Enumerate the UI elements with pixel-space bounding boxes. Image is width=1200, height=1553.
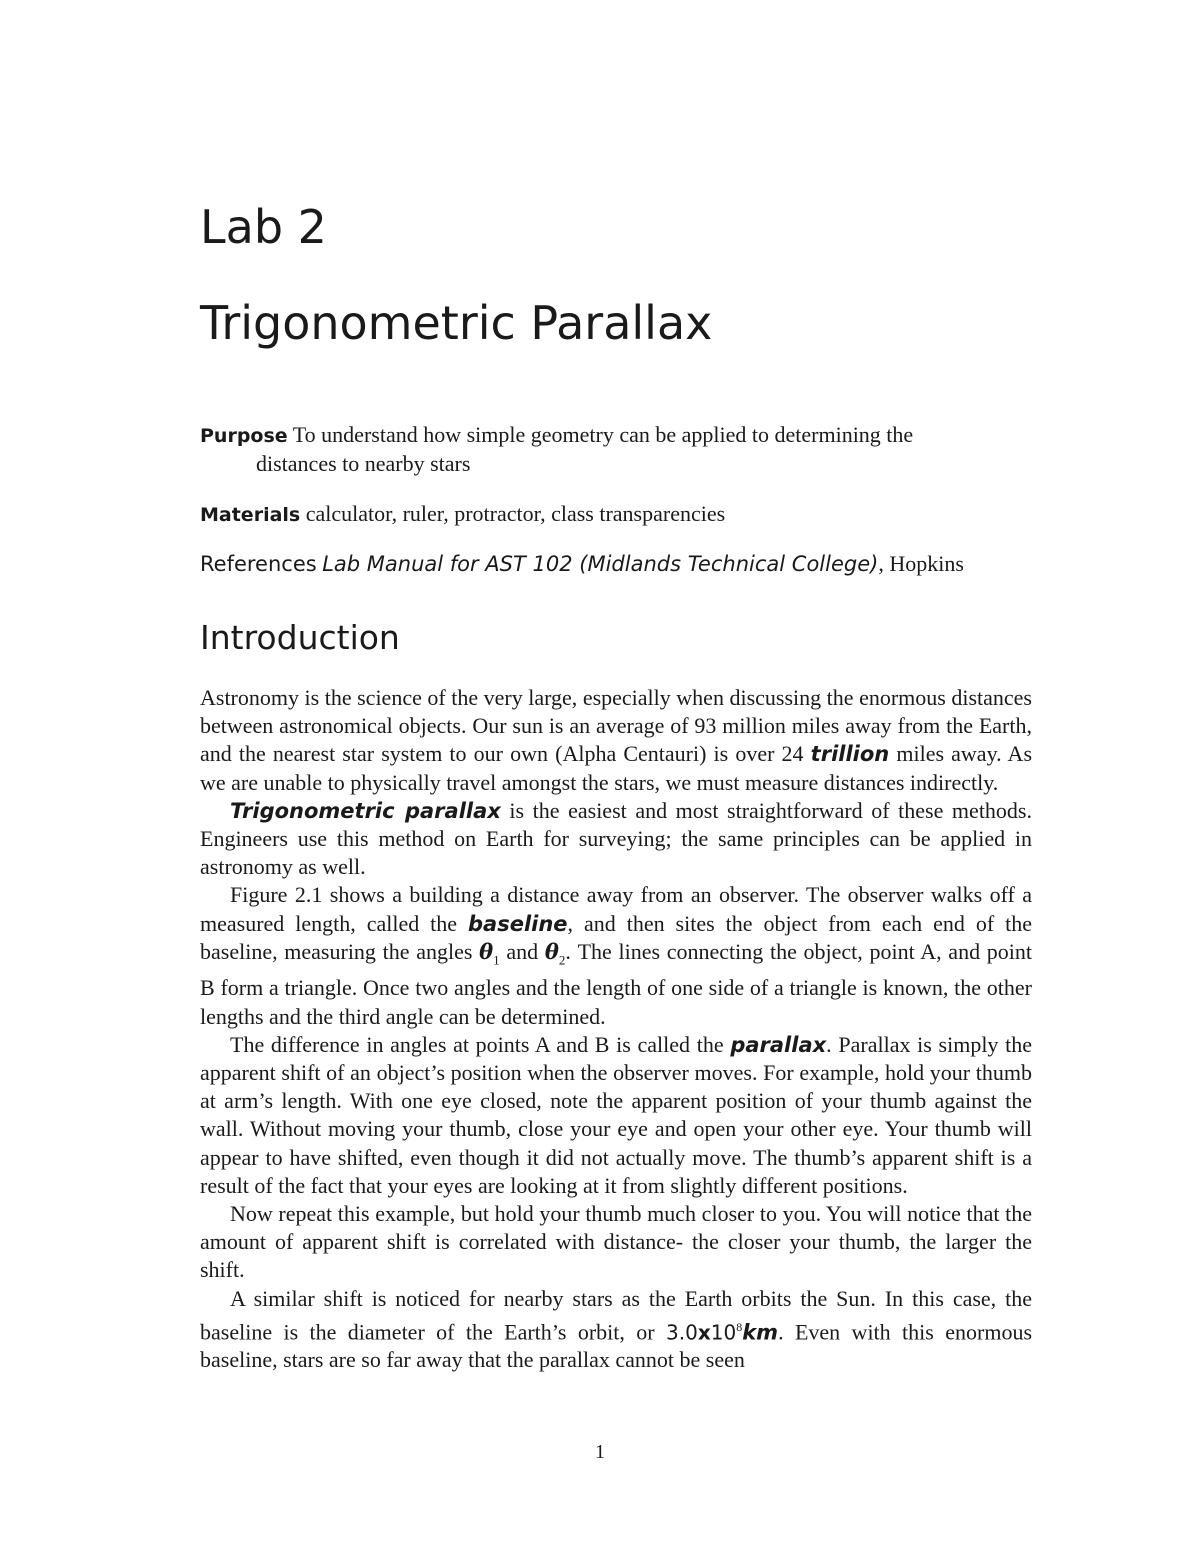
term-parallax: parallax — [730, 1032, 827, 1057]
page-number: 1 — [595, 1441, 605, 1463]
term-trillion: trillion — [810, 742, 890, 767]
paragraph-1-text-a: Astronomy is the science of the very large, especially when discussing the enormous distances between astronomical objects. Our sun is an average of 93 million miles away from the Earth, and the nearest star system to our own (Alpha Centauri) is over 24 — [200, 685, 1032, 767]
orbit-mantissa: 3.0 — [666, 1320, 698, 1345]
paragraph-5 — [200, 1200, 1032, 1285]
orbit-unit: km — [742, 1320, 779, 1345]
orbit-exponent: 8 — [736, 1319, 743, 1334]
theta-subscript-1: 1 — [493, 952, 500, 968]
paragraph-1-text-b: miles away. As we are unable to physically travel amongst the stars, we must measure distances indirectly. — [200, 741, 1033, 795]
times-symbol: x — [697, 1320, 711, 1345]
materials-text: calculator, ruler, protractor, class transparencies — [305, 501, 726, 526]
introduction-heading: Introduction — [200, 618, 400, 657]
materials-label: Materials — [200, 504, 301, 526]
theta-symbol-2: θ — [544, 938, 559, 964]
purpose-text-line2: distances to nearby stars — [256, 451, 471, 476]
paragraph-3-text-b: , and then sites the object from each end of the baseline, measuring the angles — [200, 910, 1032, 964]
paragraph-4-text-b: . Parallax is simply the apparent shift of an object’s position when the observer moves. For example, hold your thumb at arm’s length. With one eye closed, note the apparent position of your thumb against the wall. Without moving your thumb, close your eye and open your other eye. Your thumb will appear to have shifted, even though it did not actually move. The thumb’s apparent shift is a result of the fact that your eyes are looking at it from slightly different positions. — [200, 1031, 1033, 1198]
references-author: , Hopkins — [878, 551, 964, 576]
paragraph-3 — [200, 881, 1032, 1030]
paragraph-4-text-a: The difference in angles at points A and B is called the — [230, 1031, 731, 1057]
paragraph-2 — [200, 797, 1032, 882]
theta-symbol-1: θ — [479, 938, 494, 964]
materials-section — [200, 500, 1040, 529]
paragraph-4 — [200, 1031, 1032, 1200]
paragraph-2-text-a: is the easiest and most straightforward of these methods. Engineers use this method on Earth for surveying; the same principles can be applied in astronomy as well. — [200, 797, 1032, 880]
purpose-text-line1: To understand how simple geometry can be applied to determining the — [292, 422, 914, 447]
lab-title-heading: Trigonometric Parallax — [200, 296, 713, 350]
purpose-label: Purpose — [200, 425, 288, 447]
introduction-body — [200, 684, 1032, 1375]
theta-subscript-2: 2 — [558, 952, 566, 968]
paragraph-5-text-a: Now repeat this example, but hold your thumb much closer to you. You will notice that the amount of apparent shift is correlated with distance- the closer your thumb, the larger the shift. — [200, 1201, 1032, 1283]
references-title: Lab Manual for AST 102 (Midlands Technical College) — [322, 552, 879, 576]
purpose-section — [200, 421, 1040, 478]
references-label: References — [200, 552, 317, 576]
paragraph-6-text-a: A similar shift is noticed for nearby stars as the Earth orbits the Sun. In this case, the baseline is the diameter of the Earth’s orbit, or — [200, 1285, 1032, 1345]
orbit-base: 10 — [710, 1320, 737, 1345]
lab-number-heading: Lab 2 — [200, 200, 327, 254]
paragraph-3-text-c: . The lines connecting the object, point A, and point B form a triangle. Once two angles and the length of one side of a triangle is known, the other lengths and the third angle can be determined. — [200, 938, 1033, 1029]
paragraph-6 — [200, 1285, 1032, 1375]
term-trigonometric-parallax: Trigonometric parallax — [230, 798, 501, 823]
paragraph-6-text-b: . Even with this enormous baseline, stars are so far away that the parallax cannot be seen — [200, 1319, 1033, 1373]
references-section — [200, 550, 1040, 578]
paragraph-1 — [200, 684, 1032, 797]
paragraph-3-text-a: Figure 2.1 shows a building a distance away from an observer. The observer walks off a measured length, called the — [200, 882, 1032, 936]
term-baseline: baseline — [468, 911, 568, 936]
paragraph-3-and: and — [499, 938, 545, 964]
